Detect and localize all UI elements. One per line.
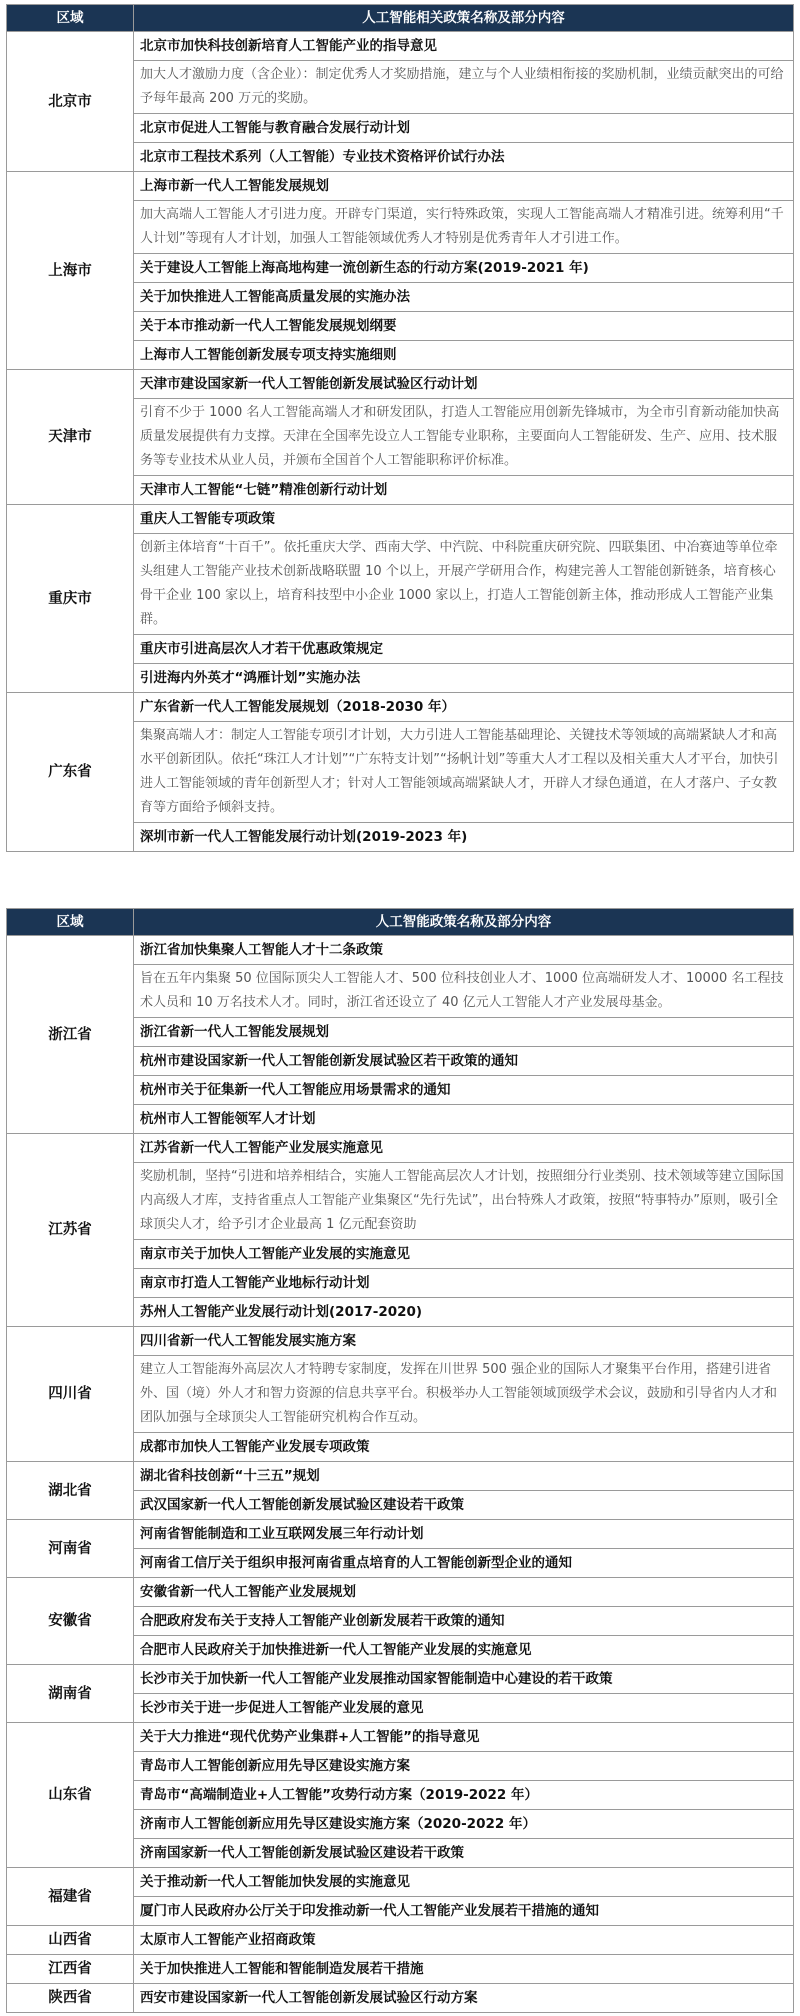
policy-title: 关于建设人工智能上海高地构建一流创新生态的行动方案(2019-2021 年): [134, 254, 794, 283]
table-row: [7, 693, 794, 722]
policy-title: 南京市打造人工智能产业地标行动计划: [134, 1269, 794, 1298]
policy-description: 建立人工智能海外高层次人才特聘专家制度，发挥在川世界 500 强企业的国际人才聚集平台作用，搭建引进省外、国（境）外人才和智力资源的信息共享平台。积极举办人工智能领域顶级学术会议，鼓励和引导省内人才和团队加强与全球顶尖人工智能研究机构合作互动。: [134, 1356, 794, 1433]
table-row: [7, 32, 794, 61]
policy-title: 关于加快推进人工智能和智能制造发展若干措施: [134, 1955, 794, 1984]
policy-title: 关于大力推进“现代优势产业集群+人工智能”的指导意见: [134, 1723, 794, 1752]
policy-title: 江苏省新一代人工智能产业发展实施意见: [134, 1134, 794, 1163]
policy-description: 集聚高端人才：制定人工智能专项引才计划，大力引进人工智能基础理论、关键技术等领域的高端紧缺人才和高水平创新团队。依托“珠江人才计划”“广东特支计划”“扬帆计划”等重大人才工程以及相关重大人才平台，加快引进人工智能领域的青年创新型人才；针对人工智能领域高端紧缺人才，开辟人才绿色通道，在人才落户、子女教育等方面给予倾斜支持。: [134, 722, 794, 823]
policy-title: 厦门市人民政府办公厅关于印发推动新一代人工智能产业发展若干措施的通知: [134, 1897, 794, 1926]
table-row: [7, 1578, 794, 1607]
policy-title: 济南市人工智能创新应用先导区建设实施方案（2020-2022 年）: [134, 1810, 794, 1839]
policy-table-2: [6, 908, 794, 2013]
policy-title: 杭州市关于征集新一代人工智能应用场景需求的通知: [134, 1076, 794, 1105]
policy-title: 合肥政府发布关于支持人工智能产业创新发展若干政策的通知: [134, 1607, 794, 1636]
policy-description: 加大高端人工智能人才引进力度。开辟专门渠道，实行特殊政策，实现人工智能高端人才精准引进。统筹利用“千人计划”等现有人才计划，加强人工智能领域优秀人才特别是优秀青年人才引进工作。: [134, 201, 794, 254]
policy-description: 奖励机制，坚持“引进和培养相结合，实施人工智能高层次人才计划，按照细分行业类别、技术领域等建立国际国内高级人才库，支持省重点人工智能产业集聚区“先行先试”，出台特殊人才政策，按照“特事特办”原则，吸引全球顶尖人才，给予引才企业最高 1 亿元配套资助: [134, 1163, 794, 1240]
policy-title: 上海市人工智能创新发展专项支持实施细则: [134, 341, 794, 370]
header-policy: 人工智能政策名称及部分内容: [134, 909, 794, 936]
region-cell: 天津市: [7, 370, 134, 505]
region-cell: 湖北省: [7, 1462, 134, 1520]
policy-title: 北京市工程技术系列（人工智能）专业技术资格评价试行办法: [134, 143, 794, 172]
policy-description: 加大人才激励力度（含企业）：制定优秀人才奖励措施，建立与个人业绩相衔接的奖励机制，业绩贡献突出的可给予每年最高 200 万元的奖励。: [134, 61, 794, 114]
table-header-row: [7, 5, 794, 32]
policy-title: 天津市人工智能“七链”精准创新行动计划: [134, 476, 794, 505]
region-cell: 江西省: [7, 1955, 134, 1984]
policy-title: 引进海内外英才“鸿雁计划”实施办法: [134, 664, 794, 693]
policy-title: 苏州人工智能产业发展行动计划(2017-2020): [134, 1298, 794, 1327]
policy-title: 天津市建设国家新一代人工智能创新发展试验区行动计划: [134, 370, 794, 399]
policy-title: 杭州市人工智能领军人才计划: [134, 1105, 794, 1134]
table-body: [7, 936, 794, 2013]
policy-title: 济南国家新一代人工智能创新发展试验区建设若干政策: [134, 1839, 794, 1868]
table-row: [7, 370, 794, 399]
table-row: [7, 1868, 794, 1897]
policy-title: 广东省新一代人工智能发展规划（2018-2030 年）: [134, 693, 794, 722]
region-cell: 山西省: [7, 1926, 134, 1955]
policy-title: 重庆市引进高层次人才若干优惠政策规定: [134, 635, 794, 664]
policy-description: 引育不少于 1000 名人工智能高端人才和研发团队，打造人工智能应用创新先锋城市，为全市引育新动能加快高质量发展提供有力支撑。天津在全国率先设立人工智能专业职称，主要面向人工智能研发、生产、应用、技术服务等专业技术从业人员，并颁布全国首个人工智能职称评价标准。: [134, 399, 794, 476]
policy-title: 安徽省新一代人工智能产业发展规划: [134, 1578, 794, 1607]
region-cell: 江苏省: [7, 1134, 134, 1327]
policy-title: 北京市加快科技创新培育人工智能产业的指导意见: [134, 32, 794, 61]
header-policy: 人工智能相关政策名称及部分内容: [134, 5, 794, 32]
table-header-row: [7, 909, 794, 936]
policy-title: 深圳市新一代人工智能发展行动计划(2019-2023 年): [134, 823, 794, 852]
table-row: [7, 1520, 794, 1549]
policy-title: 关于加快推进人工智能高质量发展的实施办法: [134, 283, 794, 312]
region-cell: 湖南省: [7, 1665, 134, 1723]
region-cell: 安徽省: [7, 1578, 134, 1665]
table-row: [7, 1327, 794, 1356]
policy-title: 成都市加快人工智能产业发展专项政策: [134, 1433, 794, 1462]
region-cell: 四川省: [7, 1327, 134, 1462]
policy-title: 太原市人工智能产业招商政策: [134, 1926, 794, 1955]
table-row: [7, 1134, 794, 1163]
policy-title: 杭州市建设国家新一代人工智能创新发展试验区若干政策的通知: [134, 1047, 794, 1076]
region-cell: 广东省: [7, 693, 134, 852]
policy-title: 南京市关于加快人工智能产业发展的实施意见: [134, 1240, 794, 1269]
header-region: 区域: [7, 909, 134, 936]
table-row: [7, 1665, 794, 1694]
policy-title: 西安市建设国家新一代人工智能创新发展试验区行动方案: [134, 1984, 794, 2013]
table-row: [7, 172, 794, 201]
region-cell: 陕西省: [7, 1984, 134, 2013]
region-cell: 重庆市: [7, 505, 134, 693]
policy-description: 旨在五年内集聚 50 位国际顶尖人工智能人才、500 位科技创业人才、1000 位高端研发人才、10000 名工程技术人员和 10 万名技术人才。同时，浙江省还设立了 40 亿元人工智能人才产业发展母基金。: [134, 965, 794, 1018]
policy-title: 浙江省新一代人工智能发展规划: [134, 1018, 794, 1047]
region-cell: 河南省: [7, 1520, 134, 1578]
table-row: [7, 936, 794, 965]
region-cell: 山东省: [7, 1723, 134, 1868]
table-row: [7, 1723, 794, 1752]
policy-title: 北京市促进人工智能与教育融合发展行动计划: [134, 114, 794, 143]
table-row: [7, 1955, 794, 1984]
region-cell: 福建省: [7, 1868, 134, 1926]
table-row: [7, 1984, 794, 2013]
policy-description: 创新主体培育“十百千”。依托重庆大学、西南大学、中汽院、中科院重庆研究院、四联集团、中冶赛迪等单位牵头组建人工智能产业技术创新战略联盟 10 个以上，开展产学研用合作，构建完善人工智能创新链条，培育核心骨干企业 100 家以上，培育科技型中小企业 1000 家以上，打造人工智能创新主体，推动形成人工智能产业集群。: [134, 534, 794, 635]
region-cell: 浙江省: [7, 936, 134, 1134]
policy-title: 四川省新一代人工智能发展实施方案: [134, 1327, 794, 1356]
policy-title: 河南省智能制造和工业互联网发展三年行动计划: [134, 1520, 794, 1549]
policy-title: 青岛市“高端制造业+人工智能”攻势行动方案（2019-2022 年）: [134, 1781, 794, 1810]
table-row: [7, 1926, 794, 1955]
policy-table-1: [6, 4, 794, 852]
policy-title: 合肥市人民政府关于加快推进新一代人工智能产业发展的实施意见: [134, 1636, 794, 1665]
table-row: [7, 1462, 794, 1491]
policy-title: 青岛市人工智能创新应用先导区建设实施方案: [134, 1752, 794, 1781]
policy-title: 武汉国家新一代人工智能创新发展试验区建设若干政策: [134, 1491, 794, 1520]
table-body: [7, 32, 794, 852]
policy-title: 浙江省加快集聚人工智能人才十二条政策: [134, 936, 794, 965]
policy-title: 河南省工信厅关于组织申报河南省重点培育的人工智能创新型企业的通知: [134, 1549, 794, 1578]
policy-title: 湖北省科技创新“十三五”规划: [134, 1462, 794, 1491]
policy-title: 重庆人工智能专项政策: [134, 505, 794, 534]
policy-title: 上海市新一代人工智能发展规划: [134, 172, 794, 201]
policy-title: 关于本市推动新一代人工智能发展规划纲要: [134, 312, 794, 341]
policy-title: 长沙市关于进一步促进人工智能产业发展的意见: [134, 1694, 794, 1723]
policy-title: 长沙市关于加快新一代人工智能产业发展推动国家智能制造中心建设的若干政策: [134, 1665, 794, 1694]
region-cell: 北京市: [7, 32, 134, 172]
region-cell: 上海市: [7, 172, 134, 370]
policy-title: 关于推动新一代人工智能加快发展的实施意见: [134, 1868, 794, 1897]
header-region: 区域: [7, 5, 134, 32]
table-row: [7, 505, 794, 534]
